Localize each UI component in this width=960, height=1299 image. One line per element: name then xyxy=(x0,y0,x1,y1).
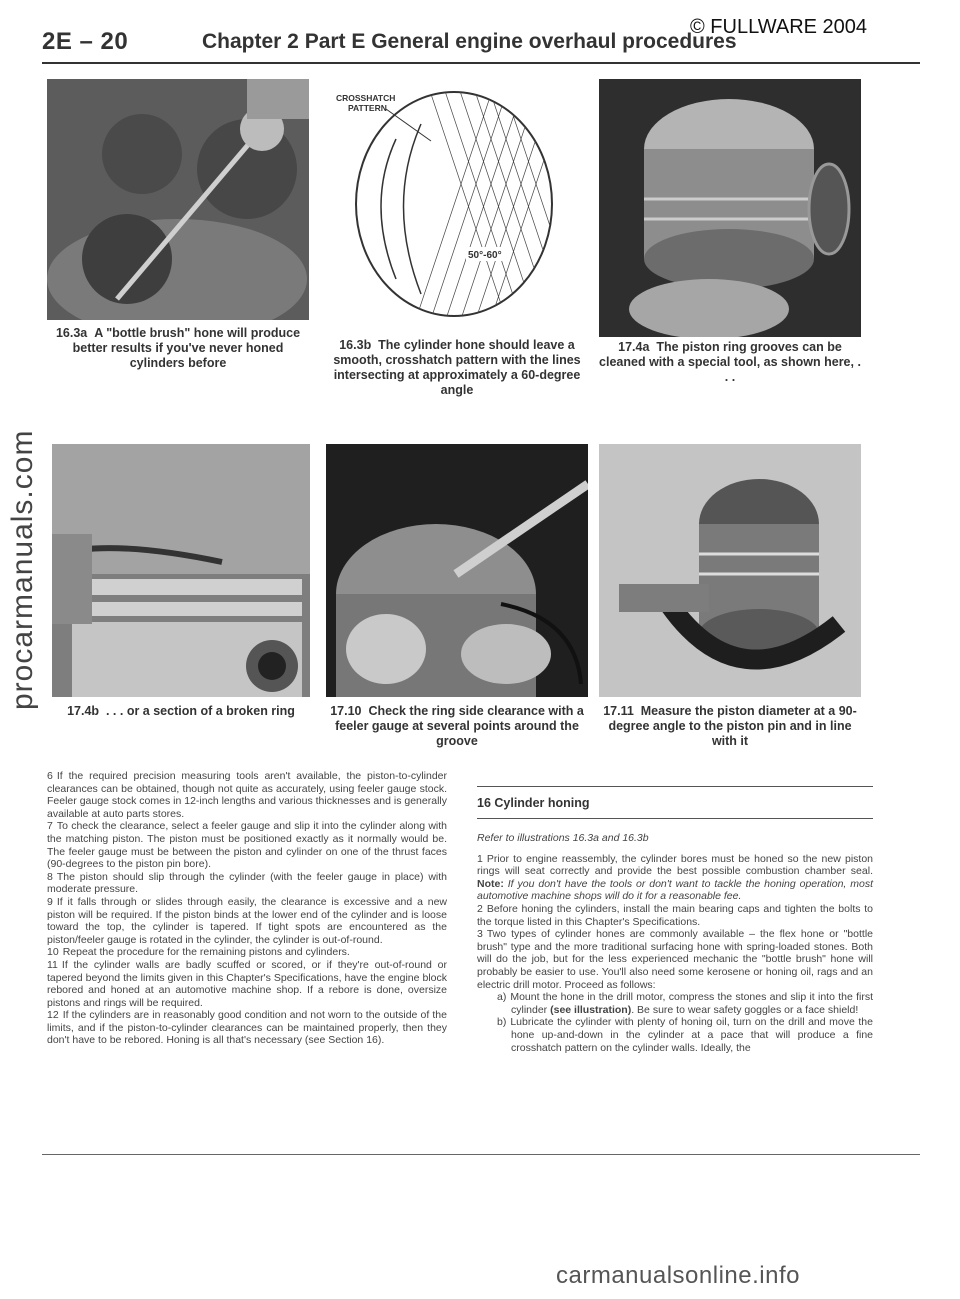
paragraph-3: 3 Two types of cylinder hones are commonly available – the flex hone or "bottle brush" type and the more traditional surfacing hone with spring-loaded stones. Both will do the job, but for the less experienced mechanic the "bottle brush" hone will probably be easier to use. You'll also need some kerosene or honing oil, rags and an electric drill motor. Proceed as follows: xyxy=(477,928,873,991)
right-text-column xyxy=(477,832,873,1054)
left-text-column xyxy=(47,770,447,1047)
section-rule-top xyxy=(477,786,873,787)
header-rule xyxy=(42,62,920,64)
illustration-reference: Refer to illustrations 16.3a and 16.3b xyxy=(477,832,649,844)
page-code: 2E – 20 xyxy=(42,28,129,55)
svg-text:PATTERN: PATTERN xyxy=(348,103,387,113)
paragraph-1: 1 Prior to engine reassembly, the cylinder bores must be honed so the new piston rings will seat correctly and provide the best possible combustion chamber seal. Note: If you don't have the tools or don't want to tackle the honing operation, most automotive machine shops will do it for a reasonable fee. xyxy=(477,852,873,903)
paragraph-10: 10 Repeat the procedure for the remaining pistons and cylinders. xyxy=(47,946,350,959)
figure-17-4a-caption: 17.4a The piston ring grooves can be cleaned with a special tool, as shown here, . . . xyxy=(599,340,861,384)
figure-16-3a-caption: 16.3a A "bottle brush" hone will produce better results if you've never honed cylinders before xyxy=(55,326,301,370)
paragraph-9: 9 If it falls through or slides through easily, the clearance is excessive and a new piston will be required. If the piston binds at the lower end of the cylinder and is loose toward the top, the cylinder is tapered. If tight spots are encountered as the piston/feeler gauge is rotated in the cylinder, the cylinder is out-of-round. xyxy=(47,895,447,946)
figure-17-4a-photo xyxy=(599,79,861,337)
figure-16-3b-diagram xyxy=(326,79,588,320)
figure-17-11-photo xyxy=(599,444,861,697)
section-16-title: 16 Cylinder honing xyxy=(477,796,590,810)
paragraph-8: 8 The piston should slip through the cylinder (with the feeler gauge in place) with moderate pressure. xyxy=(47,870,447,896)
chapter-title: Chapter 2 Part E General engine overhaul procedures xyxy=(202,30,737,53)
paragraph-7: 7 To check the clearance, select a feeler gauge and slip it into the cylinder along with the matching piston. The piston must be positioned exactly as it normally would be. The feeler gauge must be between the piston and cylinder on one of the thrust faces (90-degrees to the piston pin bore). xyxy=(47,820,447,871)
paragraph-2: 2 Before honing the cylinders, install the main bearing caps and tighten the bolts to the torque listed in this Chapter's Specifications. xyxy=(477,902,873,928)
angle-label: 50°-60° xyxy=(468,250,502,261)
footer-watermark: carmanualsonline.info xyxy=(556,1262,800,1289)
step-b: b) Lubricate the cylinder with plenty of honing oil, turn on the drill and move the hone up-and-down in the cylinder at a pace that will produce a fine crosshatch pattern on the cylinder walls. Ideally, the xyxy=(497,1016,873,1054)
paragraph-6: 6 If the required precision measuring tools aren't available, the piston-to-cylinder clearances can be obtained, though not quite as accurately, using feeler gauge stock. Feeler gauge stock comes in 12-inch lengths and various thicknesses and is generally available at auto parts stores. xyxy=(47,770,447,820)
footer-rule xyxy=(42,1154,920,1155)
paragraph-11: 11 If the cylinder walls are badly scuffed or scored, or if they're out-of-round or tapered beyond the limits given in this Chapter's Specifications, have the engine block rebored and honed at an automotive machine shop. If a rebore is done, oversize pistons and rings will be required. xyxy=(47,958,447,1009)
figure-17-4b-caption: 17.4b . . . or a section of a broken ring xyxy=(67,704,295,718)
side-watermark: procarmanuals.com xyxy=(6,429,39,710)
figure-16-3a-photo xyxy=(47,79,309,320)
section-rule-bottom xyxy=(477,818,873,819)
figure-16-3b-caption: 16.3b The cylinder hone should leave a smooth, crosshatch pattern with the lines intersecting at approximately a 60-degree angle xyxy=(333,338,581,397)
figure-17-10-caption: 17.10 Check the ring side clearance with a feeler gauge at several points around the groove xyxy=(330,704,584,748)
copyright-notice: © FULLWARE 2004 xyxy=(690,16,868,38)
figure-17-10-photo xyxy=(326,444,588,697)
figure-17-4b-photo xyxy=(52,444,310,697)
crosshatch-label: CROSSHATCH xyxy=(336,93,396,103)
paragraph-12: 12 If the cylinders are in reasonably good condition and not worn to the outside of the limits, and if the piston-to-cylinder clearances can be maintained properly, then they don't have to be rebored. Honing is all that's necessary (see Section 16). xyxy=(47,1009,447,1047)
step-a: a) Mount the hone in the drill motor, compress the stones and slip it into the first cylinder (see illustration). Be sure to wear safety goggles or a face shield! xyxy=(497,991,873,1016)
figure-17-11-caption: 17.11 Measure the piston diameter at a 90-degree angle to the piston pin and in line with it xyxy=(603,704,857,748)
